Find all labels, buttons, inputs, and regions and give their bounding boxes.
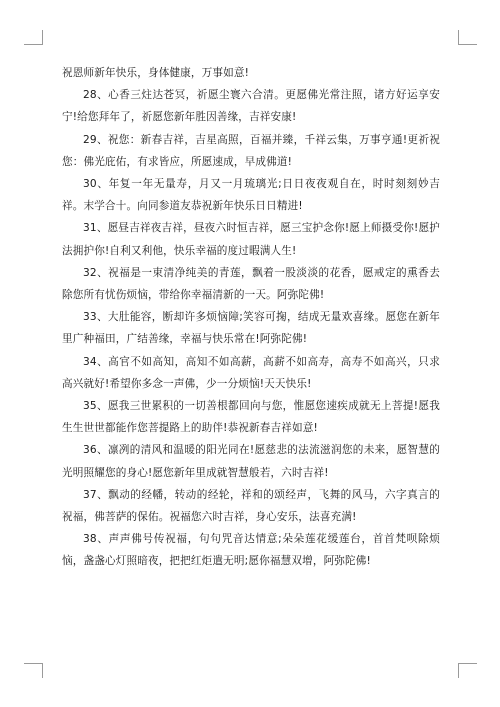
crop-mark-top-left [24,30,43,45]
paragraph-38: 38、声声佛号传祝福，句句咒音达情意;朵朵莲花缓莲台，首首梵呗除烦恼，盏盏心灯照暗夜，把把红炬遣无明;愿你福慧双增，阿弥陀佛! [62,533,440,568]
paragraph-32: 32、祝福是一束清净纯美的青莲，飘着一股淡淡的花香，愿戒定的熏香去除您所有忧伤烦恼，带给你幸福清新的一天。阿弥陀佛! [62,266,440,302]
paragraph-30: 30、年复一年无量寿，月又一月琉璃光;日日夜夜观自在，时时刻刻妙吉祥。末学合十。向同参道友恭祝新年快乐日日精进! [62,178,440,213]
paragraph-33: 33、大肚能容，断却许多烦恼障;笑容可掬，结成无量欢喜缘。愿您在新年里广种福田，广结善缘，幸福与快乐常在!阿弥陀佛! [62,311,440,346]
crop-mark-top-right [458,30,477,45]
paragraph-28: 28、心香三炷达苍冥，祈愿尘寰六合清。更愿佛光常注照，诸方好运享安宁!给您拜年了，祈愿您新年胜因善缘，吉祥安康! [62,89,440,124]
paragraph-31: 31、愿昼吉祥夜吉祥，昼夜六时恒吉祥，愿三宝护念你!愿上师摄受你!愿护法拥护你!自利又利他，快乐幸福的度过暇满人生! [62,222,440,257]
paragraph-35: 35、愿我三世累积的一切善根都回向与您，惟愿您速疾成就无上菩提!愿我生生世世都能作您菩提路上的助伴!恭祝新春吉祥如意! [62,400,440,435]
paragraph-29: 29、祝您：新春吉祥，吉星高照，百福并臻，千祥云集，万事亨通!更祈祝您：佛光庇佑，有求皆应，所愿速成，早成佛道! [62,133,440,168]
paragraph-continuation: 祝恩师新年快乐，身体健康，万事如意! [62,67,250,79]
crop-mark-bottom-right [458,663,477,678]
crop-mark-bottom-left [24,663,43,678]
paragraph-37: 37、飘动的经幡，转动的经轮，祥和的颂经声，飞舞的风马，六字真言的祝福，佛菩萨的保佑。祝福您六时吉祥，身心安乐，法喜充满! [62,488,440,524]
paragraph-36: 36、凛冽的清风和温暖的阳光同在!愿慈悲的法流滋润您的未来，愿智慧的光明照耀您的身心!愿您新年里成就智慧般若，六时吉祥! [62,444,440,479]
document-body [62,62,440,573]
paragraph-34: 34、高官不如高知，高知不如高薪，高薪不如高寿，高寿不如高兴，只求高兴就好!希望你多念一声佛，少一分烦恼!天天快乐! [62,355,440,390]
